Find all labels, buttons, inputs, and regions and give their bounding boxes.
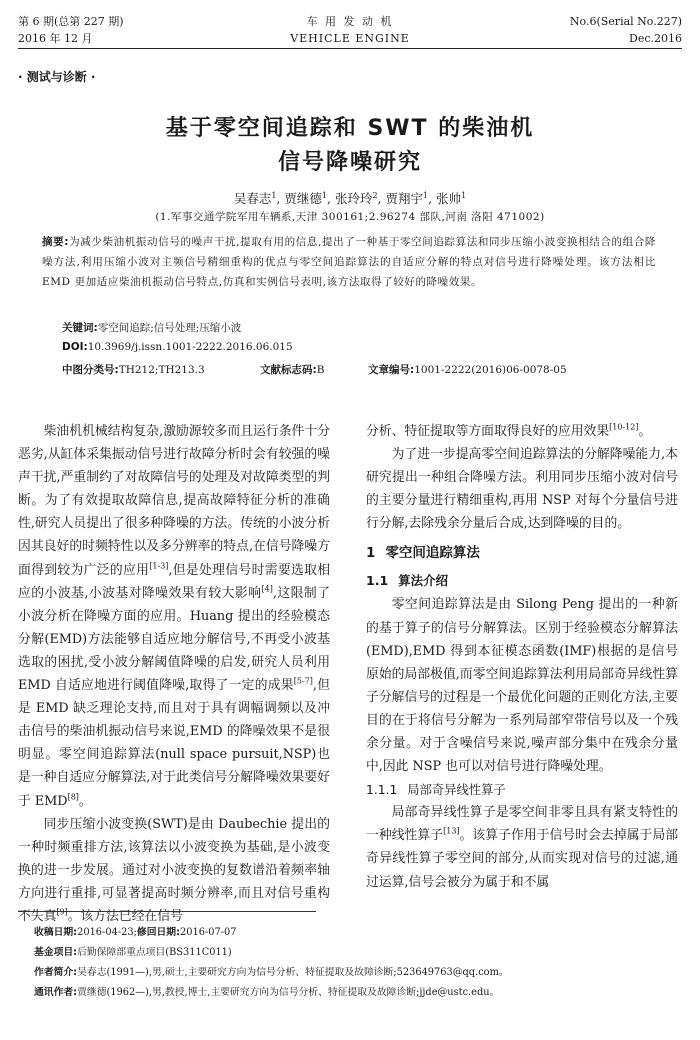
author-name: 贾继德	[284, 191, 322, 206]
subsection-heading: 1.1 算法介绍	[366, 573, 449, 589]
header-journal-cn: 车 用 发 动 机	[306, 15, 394, 28]
keywords	[62, 320, 241, 335]
author-name: 张帅	[436, 191, 462, 206]
abstract	[42, 232, 656, 292]
header-date-en: Dec.2016	[629, 32, 682, 45]
citation: [8]	[67, 792, 79, 802]
header-journal-en: VEHICLE ENGINE	[290, 32, 410, 45]
article-number-value: 1001-2222(2016)06-0078-05	[414, 364, 567, 376]
doc-code-value: B	[316, 364, 325, 376]
author-name: 贾翔宇	[385, 191, 424, 206]
citation: [1-3]	[149, 561, 169, 571]
author-aff: 1	[271, 190, 277, 200]
clc-label: 中图分类号:	[62, 364, 119, 376]
paragraph: 柴油机机械结构复杂,激励源较多而且运行条件十分恶劣,从缸体采集振动信号进行故障分析时会有较强的噪声干扰,严重制约了对故障信号的处理及对故障类型的判断。为了有效提取故障信息,提高故障特征分析的准确性,研究人员提出了很多种降噪的方法。传统的小波分析因其良好的时频特性以及多分辨率的特点,在信号降噪方面得到较为广泛的应用[1-3],但是处理信号时需要选取相应的小波基,小波基对降噪效果有较大影响[4],这限制了小波分析在降噪方面的应用。Huang 提出的经验模态分解(EMD)方法能够自适应地分解信号,不再受小波基选取的困扰,受小波分解阈值降噪的启发,研究人员利用 EMD 自适应地进行阈值降噪,取得了一定的成果[5-7],但是 EMD 缺乏理论支持,而且对于具有调幅调频以及冲击信号的柴油机振动信号来说,EMD 的降噪效果不是很明显。零空间追踪算法(null space pursuit,NSP)也是一种自适应分解算法,对于此类信号分解降噪效果要好于 EMD[8]。	[18, 424, 331, 809]
doi	[62, 341, 293, 353]
keywords-text: 零空间追踪;信号处理;压缩小波	[97, 322, 242, 334]
author-aff: 1	[321, 190, 327, 200]
section-heading: 1 零空间追踪算法	[366, 545, 480, 562]
keywords-label: 关键词:	[62, 322, 98, 334]
doi-label: DOI:	[62, 341, 88, 353]
clc-value: TH212;TH213.3	[118, 364, 205, 376]
footnote-author: 作者简介:吴春志(1991—),男,硕士,主要研究方向为信号分析、特征提取及故障诊断;523649763@qq.com。	[34, 967, 509, 978]
citation: [9]	[56, 907, 68, 917]
footnote-dates: 收稿日期:2016-04-23;修回日期:2016-07-07	[34, 927, 237, 938]
author-name: 吴春志	[233, 191, 272, 206]
author-list: 吴春志$^1$, 贾继德$^1$, 张玲玲$^2$, 贾翔宇$^1$, 张帅$^1$	[233, 190, 467, 206]
paragraph: 局部奇异线性算子是零空间非零且具有紧支特性的一种线性算子[13]。该算子作用于信号时会去掉属于局部奇异线性算子零空间的部分,从而实现对信号的过滤,通过运算,信号会被分为属于和不属	[366, 805, 679, 890]
paragraph: 零空间追踪算法是由 Silong Peng 提出的一种新的基于算子的信号分解算法。区别于经验模态分解算法(EMD),EMD 得到本征模态函数(IMF)根据的是信号原始的局部极值,而零空间追踪算法利用局部奇异线性算子分解信号的过程是一个最优化问题的正则化方法,主要目的在于将信号分解为一系列局部窄带信号以及一个残余分量。对于含噪信号来说,噪声部分集中在残余分量中,因此 NSP 也可以对信号进行降噪处理。	[366, 597, 678, 775]
doc-code	[260, 362, 324, 377]
doi-text: 10.3969/j.issn.1001-2222.2016.06.015	[87, 341, 293, 353]
abstract-text: 为减少柴油机振动信号的噪声干扰,提取有用的信息,提出了一种基于零空间追踪算法和同步压缩小波变换相结合的组合降噪方法,利用压缩小波对主频信号精细重构的优点与零空间追踪算法的自适应分解的特点对信号进行降噪处理。该方法相比 EMD 更加适应柴油机振动信号特点,仿真和实例信号表明,该方法取得了较好的降噪效果。	[42, 236, 657, 288]
section-tag: · 测试与诊断 ·	[18, 70, 96, 84]
author-aff: 2	[372, 190, 378, 200]
citation: [13]	[443, 827, 460, 837]
affiliations: (1.军事交通学院军用车辆系,天津 300161;2.96274 部队,河南 洛阳 471002)	[155, 211, 545, 223]
abstract-label: 摘要:	[42, 236, 70, 248]
paragraph: 为了进一步提高零空间追踪算法的分解降噪能力,本研究提出一种组合降噪方法。利用同步压缩小波对信号的主要分量进行精细重构,再用 NSP 对每个分量信号进行分解,去除残余分量后合成,达到降噪的目的。	[366, 447, 678, 532]
header-issue: 第 6 期(总第 227 期)	[18, 15, 124, 28]
paper-title-line1: 基于零空间追踪和 SWT 的柴油机	[165, 116, 535, 141]
article-number-label: 文章编号:	[368, 364, 415, 376]
citation: [5-7]	[293, 676, 313, 686]
header-issue-en: No.6(Serial No.227)	[569, 15, 682, 28]
paragraph: 同步压缩小波变换(SWT)是由 Daubechie 提出的一种时频重排方法,该算法以小波变换为基础,是小波变换的进一步发展。通过对小波变换的复数谱沿着频率轴方向进行重排,可显著提高时频分辨率,而且对信号重构不失真[9]。该方法已经在信号	[18, 816, 330, 924]
citation: [4]	[261, 584, 273, 594]
doc-code-label: 文献标志码:	[260, 364, 317, 376]
header-date: 2016 年 12 月	[18, 32, 93, 45]
article-number	[368, 362, 567, 377]
subsubsection-heading: 1.1.1 局部奇异线性算子	[366, 783, 506, 798]
paragraph: 分析、特征提取等方面取得良好的应用效果[10-12]。	[366, 422, 652, 439]
footnote-corresponding: 通讯作者:贾继德(1962—),男,教授,博士,主要研究方向为信号分析、特征提取及故障诊断;jjde@ustc.edu。	[34, 987, 500, 998]
clc	[62, 362, 205, 377]
left-column	[18, 420, 330, 928]
footnote-fund: 基金项目:后勤保障部重点项目(BS311C011)	[34, 947, 232, 958]
author-aff: 1	[461, 190, 467, 200]
right-column	[366, 420, 678, 894]
citation: [10-12]	[609, 422, 639, 432]
footnote-rule	[18, 911, 316, 912]
header-rule	[18, 48, 682, 49]
author-aff: 1	[423, 190, 429, 200]
author-name: 张玲玲	[334, 191, 373, 206]
paper-title-line2: 信号降噪研究	[277, 150, 422, 175]
